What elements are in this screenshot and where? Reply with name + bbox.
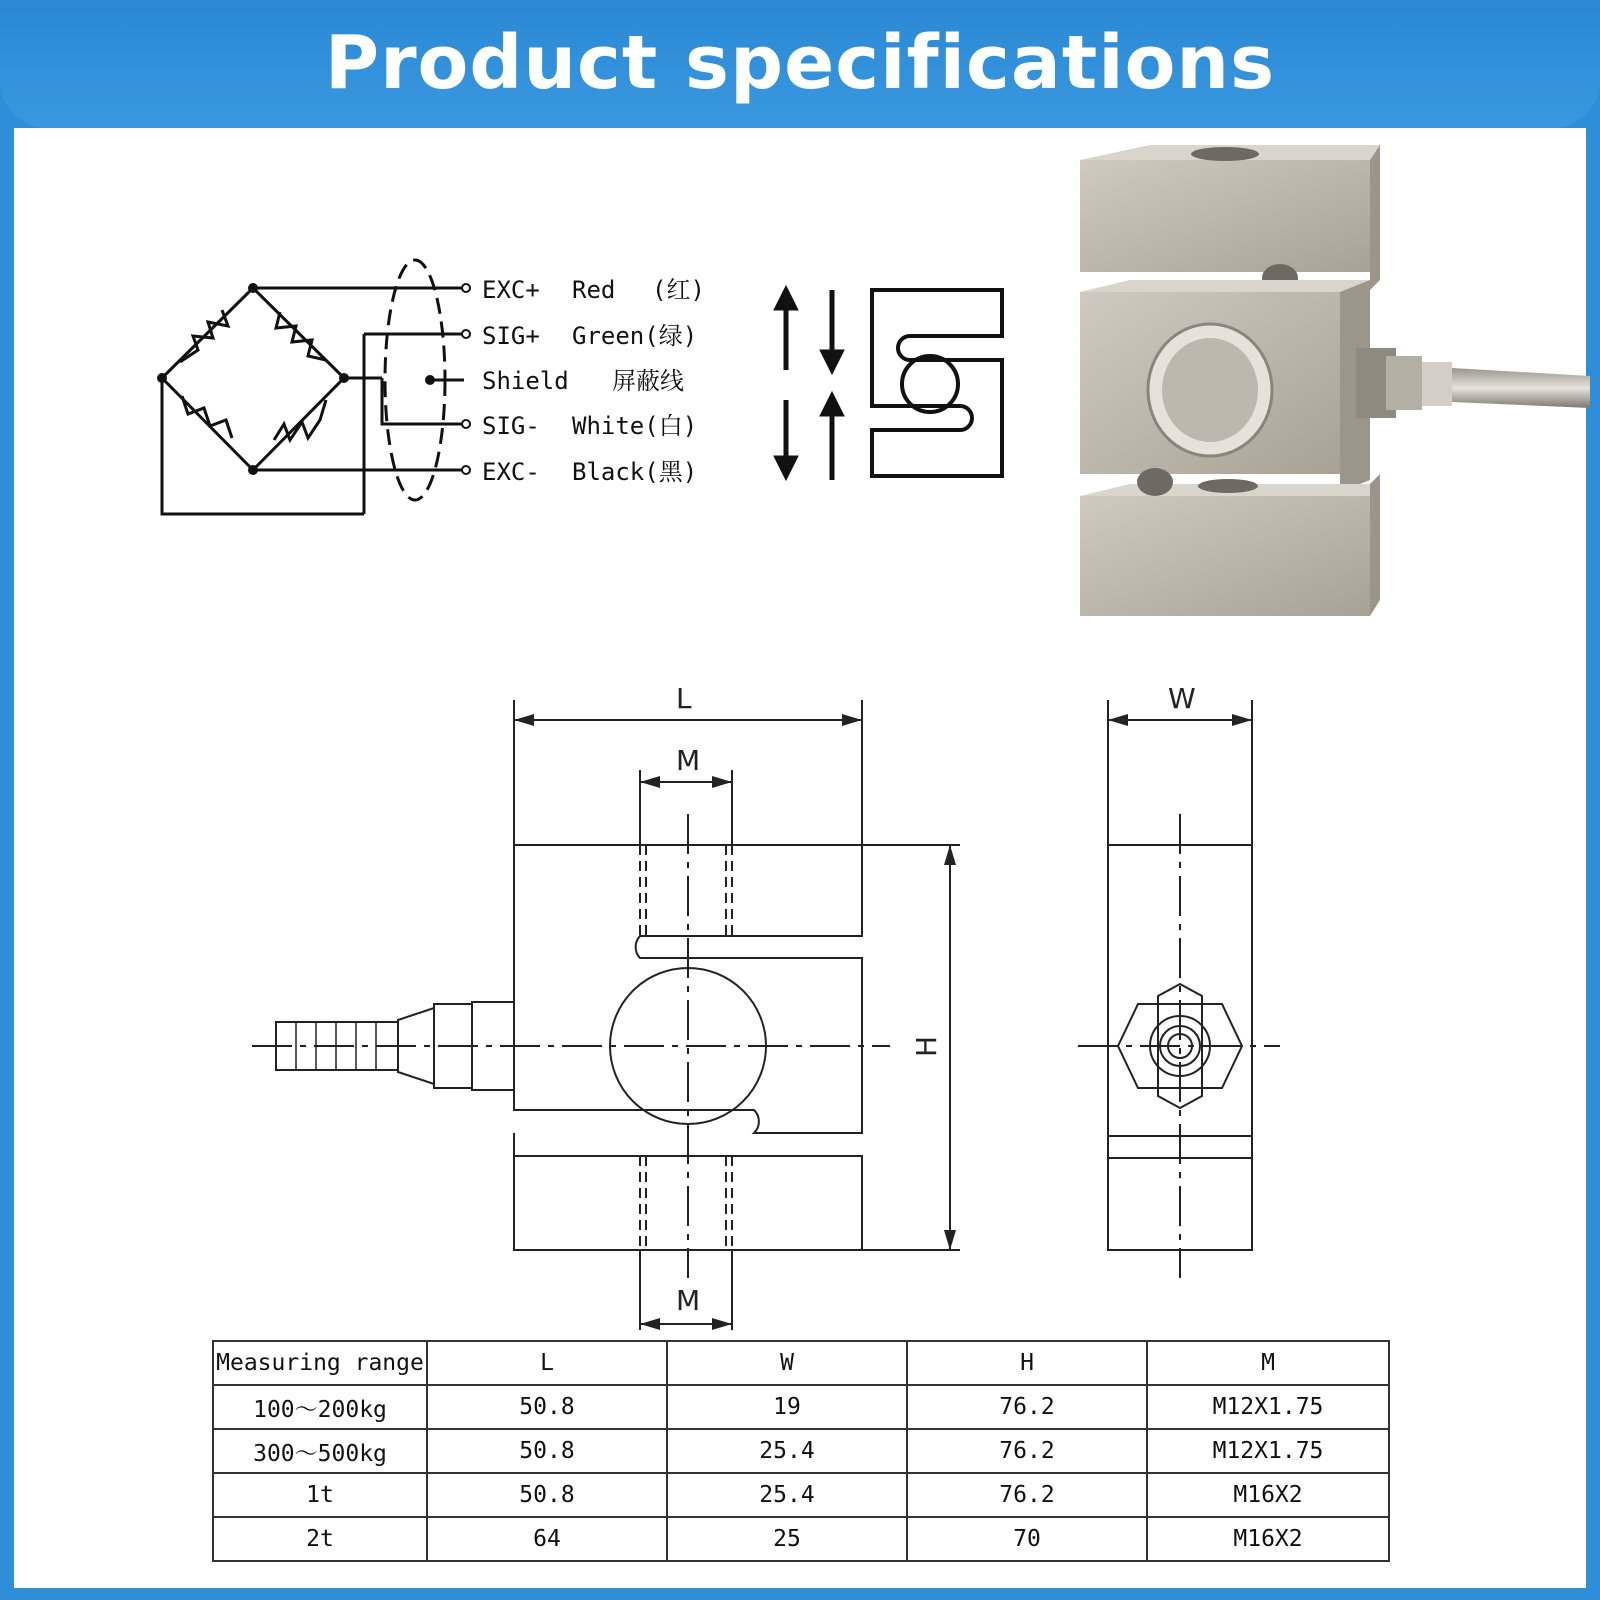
table-cell: 25 (667, 1517, 907, 1561)
table-cell: 1t (213, 1473, 427, 1517)
table-cell: 70 (907, 1517, 1147, 1561)
wire-sig-plus: SIG+ Green(绿) (482, 322, 698, 350)
table-cell: 50.8 (427, 1385, 667, 1429)
table-cell: 2t (213, 1517, 427, 1561)
dim-label-m-top: M (676, 744, 701, 777)
dim-label-w: W (1168, 682, 1196, 715)
table-cell: M16X2 (1147, 1473, 1389, 1517)
load-direction-icon (760, 280, 1020, 500)
table-cell: 25.4 (667, 1473, 907, 1517)
table-cell: M12X1.75 (1147, 1429, 1389, 1473)
table-cell: M16X2 (1147, 1517, 1389, 1561)
dim-label-m-bottom: M (676, 1284, 701, 1317)
table-cell: 19 (667, 1385, 907, 1429)
table-row (213, 1385, 1389, 1429)
table-row (213, 1473, 1389, 1517)
table-cell: 64 (427, 1517, 667, 1561)
product-photo (1070, 140, 1590, 640)
table-row (213, 1517, 1389, 1561)
dim-label-h: H (910, 1035, 944, 1058)
table-header-row (213, 1341, 1389, 1385)
table-cell: 100～200kg (213, 1385, 427, 1429)
table-cell: 76.2 (907, 1429, 1147, 1473)
table-cell: M12X1.75 (1147, 1385, 1389, 1429)
header-cell: H (907, 1341, 1147, 1385)
header-cell: L (427, 1341, 667, 1385)
dim-label-l: L (676, 682, 692, 715)
wire-sig-minus: SIG- White(白) (482, 412, 698, 440)
table-cell: 300～500kg (213, 1429, 427, 1473)
wire-exc-minus: EXC- Black(黑) (482, 458, 698, 486)
table-cell: 50.8 (427, 1429, 667, 1473)
header-cell: W (667, 1341, 907, 1385)
header-cell: M (1147, 1341, 1389, 1385)
page-title: Product specifications (324, 20, 1276, 106)
table-cell: 25.4 (667, 1429, 907, 1473)
table-row (213, 1429, 1389, 1473)
table-cell: 50.8 (427, 1473, 667, 1517)
table-cell: 76.2 (907, 1385, 1147, 1429)
header-cell: Measuring range (213, 1341, 427, 1385)
table-cell: 76.2 (907, 1473, 1147, 1517)
wire-exc-plus: EXC+ Red (红) (482, 276, 705, 304)
wire-shield: Shield 屏蔽线 (482, 367, 684, 395)
specs-table (212, 1340, 1390, 1562)
